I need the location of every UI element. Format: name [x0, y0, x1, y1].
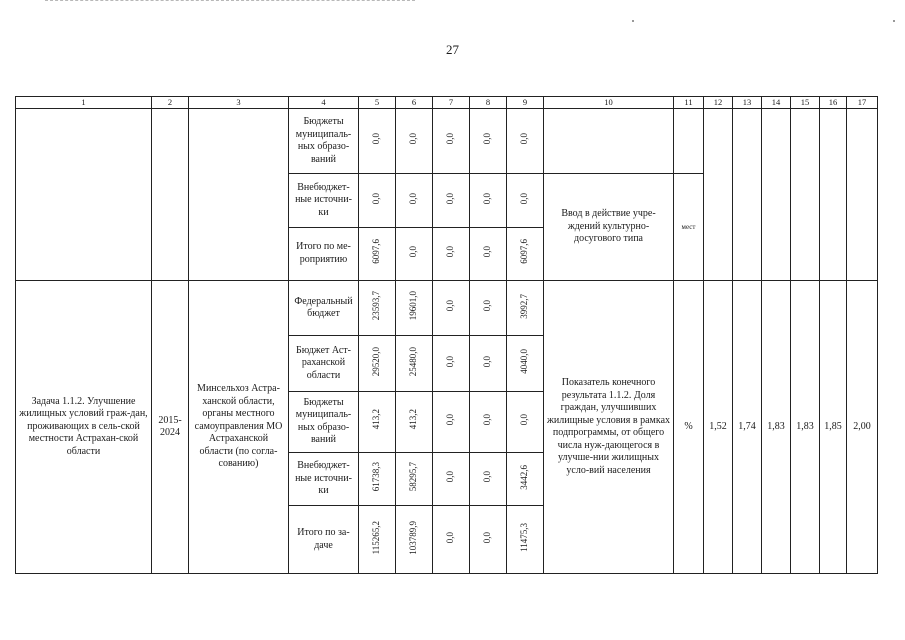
value-cell: 58295,7 — [396, 453, 433, 506]
value-cell: 0,0 — [470, 506, 507, 574]
indicator-value: 1,52 — [704, 281, 733, 574]
value-empty — [762, 108, 791, 280]
value-cell: 0,0 — [433, 391, 470, 452]
value-cell: 0,0 — [507, 108, 544, 174]
col-number: 8 — [470, 97, 507, 109]
period-cell-empty — [152, 108, 189, 280]
value-cell: 25480,0 — [396, 336, 433, 391]
value-cell: 6097,6 — [507, 227, 544, 280]
col-number: 17 — [847, 97, 878, 109]
value-cell: 61738,3 — [359, 453, 396, 506]
indicator-value: 1,83 — [762, 281, 791, 574]
value-cell: 0,0 — [470, 108, 507, 174]
page-number: 27 — [446, 42, 459, 57]
value-cell: 0,0 — [470, 174, 507, 227]
value-cell: 0,0 — [433, 174, 470, 227]
funding-source: Бюджет Аст-раханской области — [289, 336, 359, 391]
funding-source: Федеральный бюджет — [289, 281, 359, 336]
value-cell: 0,0 — [433, 281, 470, 336]
value-cell: 0,0 — [433, 227, 470, 280]
unit-cell-empty — [674, 108, 704, 174]
value-empty — [704, 108, 733, 280]
scan-artifact-line — [45, 0, 415, 4]
col-number: 9 — [507, 97, 544, 109]
period: 2015-2024 — [152, 281, 189, 574]
col-number: 12 — [704, 97, 733, 109]
col-number: 2 — [152, 97, 189, 109]
table-row — [16, 281, 878, 336]
indicator-text: Показатель конечного результата 1.1.2. Доля граждан, улучшивших жилищные условия в рамках подпрограммы, от общего числа нуж-дающегося в улучше-нии жилищных усло-вий населения — [544, 281, 674, 574]
col-number: 7 — [433, 97, 470, 109]
col-number: 4 — [289, 97, 359, 109]
value-cell: 0,0 — [470, 227, 507, 280]
funding-source: Внебюджет-ные источни-ки — [289, 453, 359, 506]
value-cell: 0,0 — [507, 391, 544, 452]
value-cell: 0,0 — [470, 281, 507, 336]
value-cell: 0,0 — [507, 174, 544, 227]
column-number-row — [16, 97, 878, 109]
table-row — [16, 108, 878, 174]
scan-artifact-dot — [632, 20, 634, 22]
value-empty — [733, 108, 762, 280]
task-cell-empty — [16, 108, 152, 280]
indicator-text: Ввод в действие учре-ждений культурно-досугового типа — [544, 174, 674, 281]
value-cell: 0,0 — [433, 506, 470, 574]
col-number: 13 — [733, 97, 762, 109]
value-cell: 0,0 — [470, 391, 507, 452]
executor: Минсельхоз Астра-ханской области, органы местного самоуправления МО Астраханской области (по согла-сованию) — [189, 281, 289, 574]
value-cell: 3442,6 — [507, 453, 544, 506]
value-cell: 0,0 — [433, 108, 470, 174]
funding-source: Бюджеты муниципаль-ных образо-ваний — [289, 108, 359, 174]
funding-source: Итого по за-даче — [289, 506, 359, 574]
unit-text: мест — [674, 174, 704, 281]
value-cell: 0,0 — [396, 174, 433, 227]
col-number: 14 — [762, 97, 791, 109]
indicator-value: 1,83 — [791, 281, 820, 574]
funding-source: Бюджеты муниципаль-ных образо-ваний — [289, 391, 359, 452]
indicator-value: 1,74 — [733, 281, 762, 574]
value-cell: 0,0 — [470, 336, 507, 391]
program-table — [15, 96, 878, 574]
col-number: 6 — [396, 97, 433, 109]
value-cell: 4040,0 — [507, 336, 544, 391]
value-cell: 0,0 — [470, 453, 507, 506]
indicator-value: 1,85 — [820, 281, 847, 574]
col-number: 5 — [359, 97, 396, 109]
value-cell: 0,0 — [433, 336, 470, 391]
value-cell: 0,0 — [433, 453, 470, 506]
value-cell: 0,0 — [359, 108, 396, 174]
col-number: 11 — [674, 97, 704, 109]
value-cell: 0,0 — [396, 108, 433, 174]
value-cell: 19601,0 — [396, 281, 433, 336]
value-cell: 103789,9 — [396, 506, 433, 574]
executor-cell-empty — [189, 108, 289, 280]
col-number: 15 — [791, 97, 820, 109]
col-number: 3 — [189, 97, 289, 109]
task-title: Задача 1.1.2. Улучшение жилищных условий граж-дан, проживающих в сель-ской местности Астрахан-ской области — [16, 281, 152, 574]
scan-artifact-dot — [893, 20, 895, 22]
value-cell: 3992,7 — [507, 281, 544, 336]
value-cell: 115265,2 — [359, 506, 396, 574]
col-number: 16 — [820, 97, 847, 109]
col-number: 10 — [544, 97, 674, 109]
unit-text: % — [674, 281, 704, 574]
value-cell: 23593,7 — [359, 281, 396, 336]
value-cell: 413,2 — [359, 391, 396, 452]
value-cell: 29520,0 — [359, 336, 396, 391]
value-cell: 11475,3 — [507, 506, 544, 574]
indicator-value: 2,00 — [847, 281, 878, 574]
funding-source: Внебюджет-ные источни-ки — [289, 174, 359, 227]
funding-source: Итого по ме-роприятию — [289, 227, 359, 280]
value-cell: 413,2 — [396, 391, 433, 452]
col-number: 1 — [16, 97, 152, 109]
indicator-cell-empty — [544, 108, 674, 174]
value-cell: 0,0 — [396, 227, 433, 280]
value-empty — [791, 108, 820, 280]
value-cell: 0,0 — [359, 174, 396, 227]
value-cell: 6097,6 — [359, 227, 396, 280]
value-empty — [820, 108, 847, 280]
value-empty — [847, 108, 878, 280]
